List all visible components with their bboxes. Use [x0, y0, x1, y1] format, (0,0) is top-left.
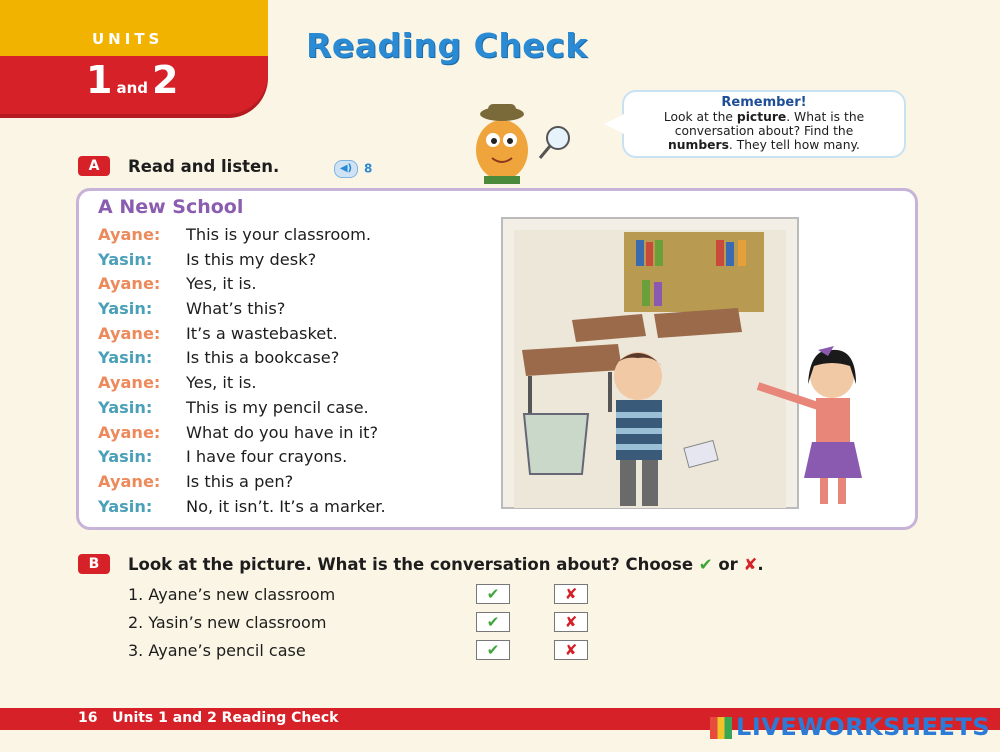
check-option-button[interactable]: ✔: [476, 612, 510, 632]
dialogue-text: Yes, it is.: [186, 373, 257, 392]
dialogue-line: [98, 324, 338, 343]
mascot-illustration: [440, 98, 580, 188]
unit-and: and: [116, 79, 148, 97]
story-title: A New School: [98, 196, 244, 218]
unit-tab: [0, 0, 268, 114]
instruction-text: .: [757, 555, 764, 574]
question-text: Ayane’s new classroom: [148, 585, 336, 604]
remember-line-3: [624, 138, 904, 152]
remember-bold-picture: picture: [736, 110, 787, 124]
unit-start: 1: [86, 58, 113, 102]
remember-bold-numbers: numbers: [668, 138, 729, 152]
dialogue-text: No, it isn’t. It’s a marker.: [186, 497, 386, 516]
cross-icon: ✘: [743, 555, 758, 574]
dialogue-line: [98, 497, 386, 516]
dialogue-text: What’s this?: [186, 299, 286, 318]
cross-option-button[interactable]: ✘: [554, 612, 588, 632]
check-icon: ✔: [698, 555, 713, 574]
remember-line-1: [624, 110, 904, 124]
question-text: Ayane’s pencil case: [148, 641, 306, 660]
cross-option-button[interactable]: ✘: [554, 584, 588, 604]
dialogue-line: [98, 348, 339, 367]
speaker-name: Ayane:: [98, 225, 161, 244]
dialogue-text: Yes, it is.: [186, 274, 257, 293]
check-option-button[interactable]: ✔: [476, 640, 510, 660]
check-option-button[interactable]: ✔: [476, 584, 510, 604]
dialogue-line: [98, 398, 369, 417]
unit-end: 2: [152, 58, 179, 102]
footer-text: [78, 710, 338, 726]
dialogue-text: It’s a wastebasket.: [186, 324, 338, 343]
watermark: [710, 713, 990, 741]
speaker-name: Ayane:: [98, 324, 161, 343]
dialogue-text: I have four crayons.: [186, 447, 348, 466]
footer-title: Units 1 and 2 Reading Check: [112, 710, 339, 726]
dialogue-line: [98, 472, 293, 491]
units-label: UNITS: [92, 30, 164, 48]
speaker-name: Ayane:: [98, 274, 161, 293]
speaker-icon[interactable]: ◀): [334, 160, 358, 178]
cross-option-button[interactable]: ✘: [554, 640, 588, 660]
remember-bubble: [622, 90, 906, 158]
remember-line-2: conversation about? Find the: [674, 124, 854, 138]
section-a-instruction: Read and listen.: [128, 157, 280, 176]
dialogue-line: [98, 373, 257, 392]
dialogue-text: What do you have in it?: [186, 423, 379, 442]
dialogue-text: Is this a bookcase?: [186, 348, 340, 367]
dialogue-text: Is this my desk?: [186, 250, 317, 269]
speaker-name: Yasin:: [98, 447, 153, 466]
speaker-name: Yasin:: [98, 398, 153, 417]
dialogue-line: [98, 274, 257, 293]
instruction-text: Look at the picture. What is the conversation about? Choose: [128, 555, 699, 574]
audio-track[interactable]: [334, 160, 372, 178]
remember-text: Look at the: [663, 110, 737, 124]
remember-text: . What is the: [786, 110, 865, 124]
units-number: [86, 58, 178, 102]
speaker-name: Yasin:: [98, 250, 153, 269]
classroom-illustration: [458, 216, 904, 516]
dialogue-line: [98, 299, 285, 318]
question-number: 3.: [128, 641, 144, 660]
watermark-text: LIVEWORKSHEETS: [736, 713, 990, 741]
page-title: Reading Check: [306, 26, 588, 65]
speaker-name: Yasin:: [98, 299, 153, 318]
bubble-tail: [604, 114, 624, 134]
dialogue-line: [98, 225, 371, 244]
liveworksheets-logo-icon: [710, 717, 732, 739]
speaker-name: Yasin:: [98, 348, 153, 367]
question-item: [128, 585, 335, 604]
speaker-name: Ayane:: [98, 373, 161, 392]
dialogue-text: This is your classroom.: [186, 225, 372, 244]
dialogue-text: This is my pencil case.: [186, 398, 369, 417]
question-text: Yasin’s new classroom: [148, 613, 327, 632]
speaker-name: Ayane:: [98, 423, 161, 442]
track-number: 8: [364, 161, 373, 176]
section-a-badge: A: [78, 156, 110, 176]
dialogue-text: Is this a pen?: [186, 472, 294, 491]
question-item: [128, 641, 306, 660]
section-b-badge: B: [78, 554, 110, 574]
dialogue-line: [98, 423, 378, 442]
question-item: [128, 613, 326, 632]
section-b-instruction: [128, 555, 764, 574]
speaker-name: Ayane:: [98, 472, 161, 491]
dialogue-line: [98, 447, 347, 466]
question-number: 2.: [128, 613, 144, 632]
instruction-text: or: [712, 555, 744, 574]
page-number: 16: [78, 710, 98, 726]
question-number: 1.: [128, 585, 144, 604]
dialogue-line: [98, 250, 316, 269]
speaker-name: Yasin:: [98, 497, 153, 516]
remember-heading: Remember!: [721, 95, 807, 110]
remember-text: . They tell how many.: [728, 138, 860, 152]
